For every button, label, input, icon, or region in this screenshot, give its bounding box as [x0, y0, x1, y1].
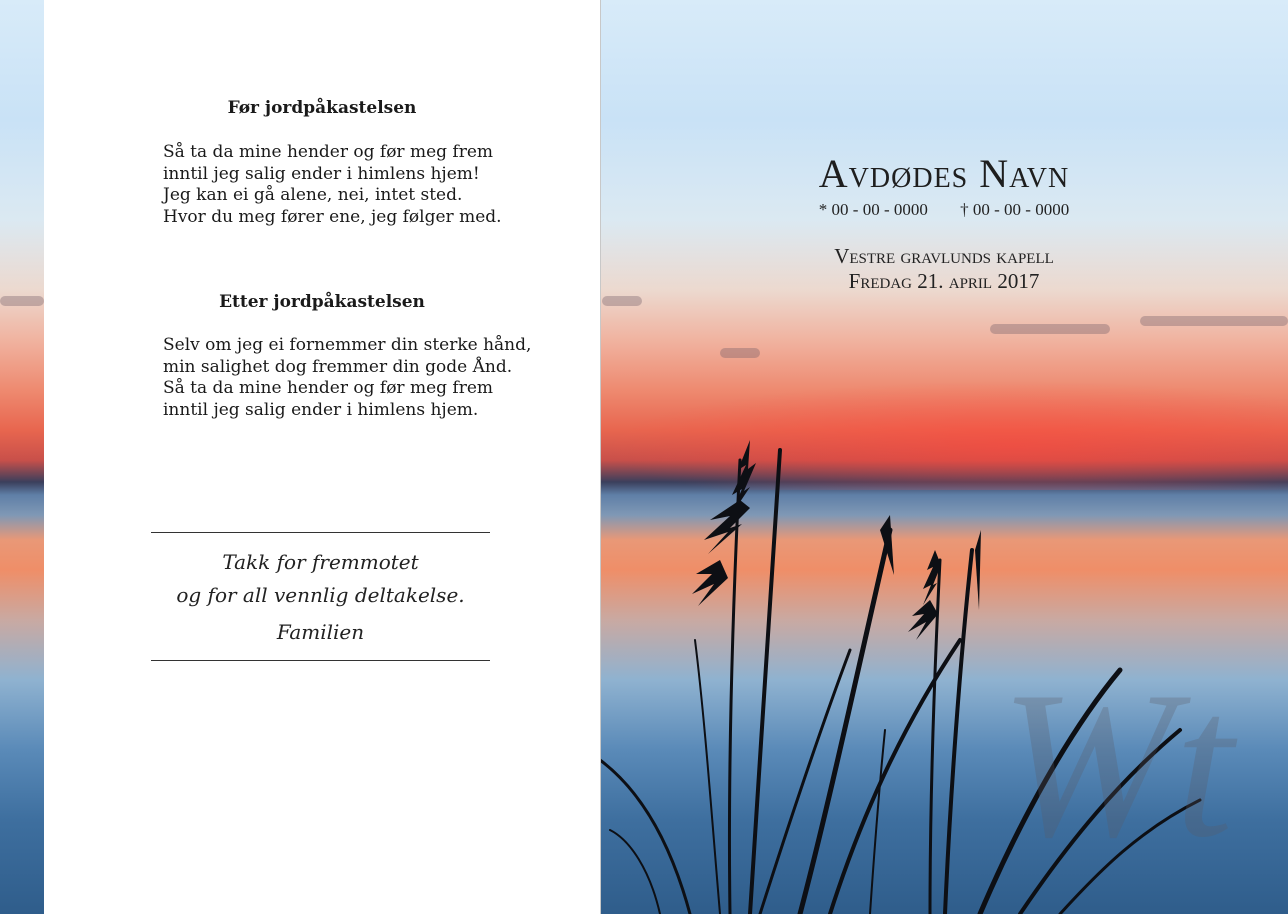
hymn-verse-after [163, 335, 583, 421]
death-date: † 00 - 00 - 0000 [960, 200, 1070, 219]
verse-line: Så ta da mine hender og før meg frem [163, 378, 494, 398]
hymn-title-before: Før jordpåkastelsen [227, 98, 417, 118]
verse-line: Hvor du meg fører ene, jeg følger med. [163, 206, 502, 227]
ceremony-date: Fredag 21. april 2017 [848, 269, 1040, 293]
hymn-title-after: Etter jordpåkastelsen [219, 292, 425, 312]
life-dates [600, 200, 1288, 220]
verse-line: inntil jeg salig ender i himlens hjem! [163, 163, 480, 184]
watermark-logo: Wt [1000, 649, 1234, 881]
verse-line: min salighet dog fremmer din gode Ånd. [163, 356, 513, 377]
cloud [602, 296, 642, 306]
cloud [990, 324, 1110, 334]
birth-date: * 00 - 00 - 0000 [818, 200, 928, 219]
cloud [0, 296, 44, 306]
hymn-verse-before [163, 142, 583, 228]
divider-top [151, 532, 490, 533]
divider-bottom [151, 660, 490, 661]
verse-line: Så ta da mine hender og før meg frem [163, 142, 494, 162]
verse-line: Jeg kan ei gå alene, nei, intet sted. [163, 185, 463, 205]
deceased-name: Avdødes Navn [818, 151, 1070, 196]
verse-line: Selv om jeg ei fornemmer din sterke hånd, [163, 335, 532, 355]
verse-line: inntil jeg salig ender i himlens hjem. [163, 399, 479, 420]
left-page [44, 0, 601, 914]
thanks-line-2: og for all vennlig deltakelse. [176, 583, 465, 607]
cloud [720, 348, 760, 358]
thanks-signature: Familien [276, 620, 365, 644]
cloud [1140, 316, 1288, 326]
thanks-line-1: Takk for fremmotet [222, 550, 419, 574]
ceremony-place: Vestre gravlunds kapell [834, 244, 1054, 268]
